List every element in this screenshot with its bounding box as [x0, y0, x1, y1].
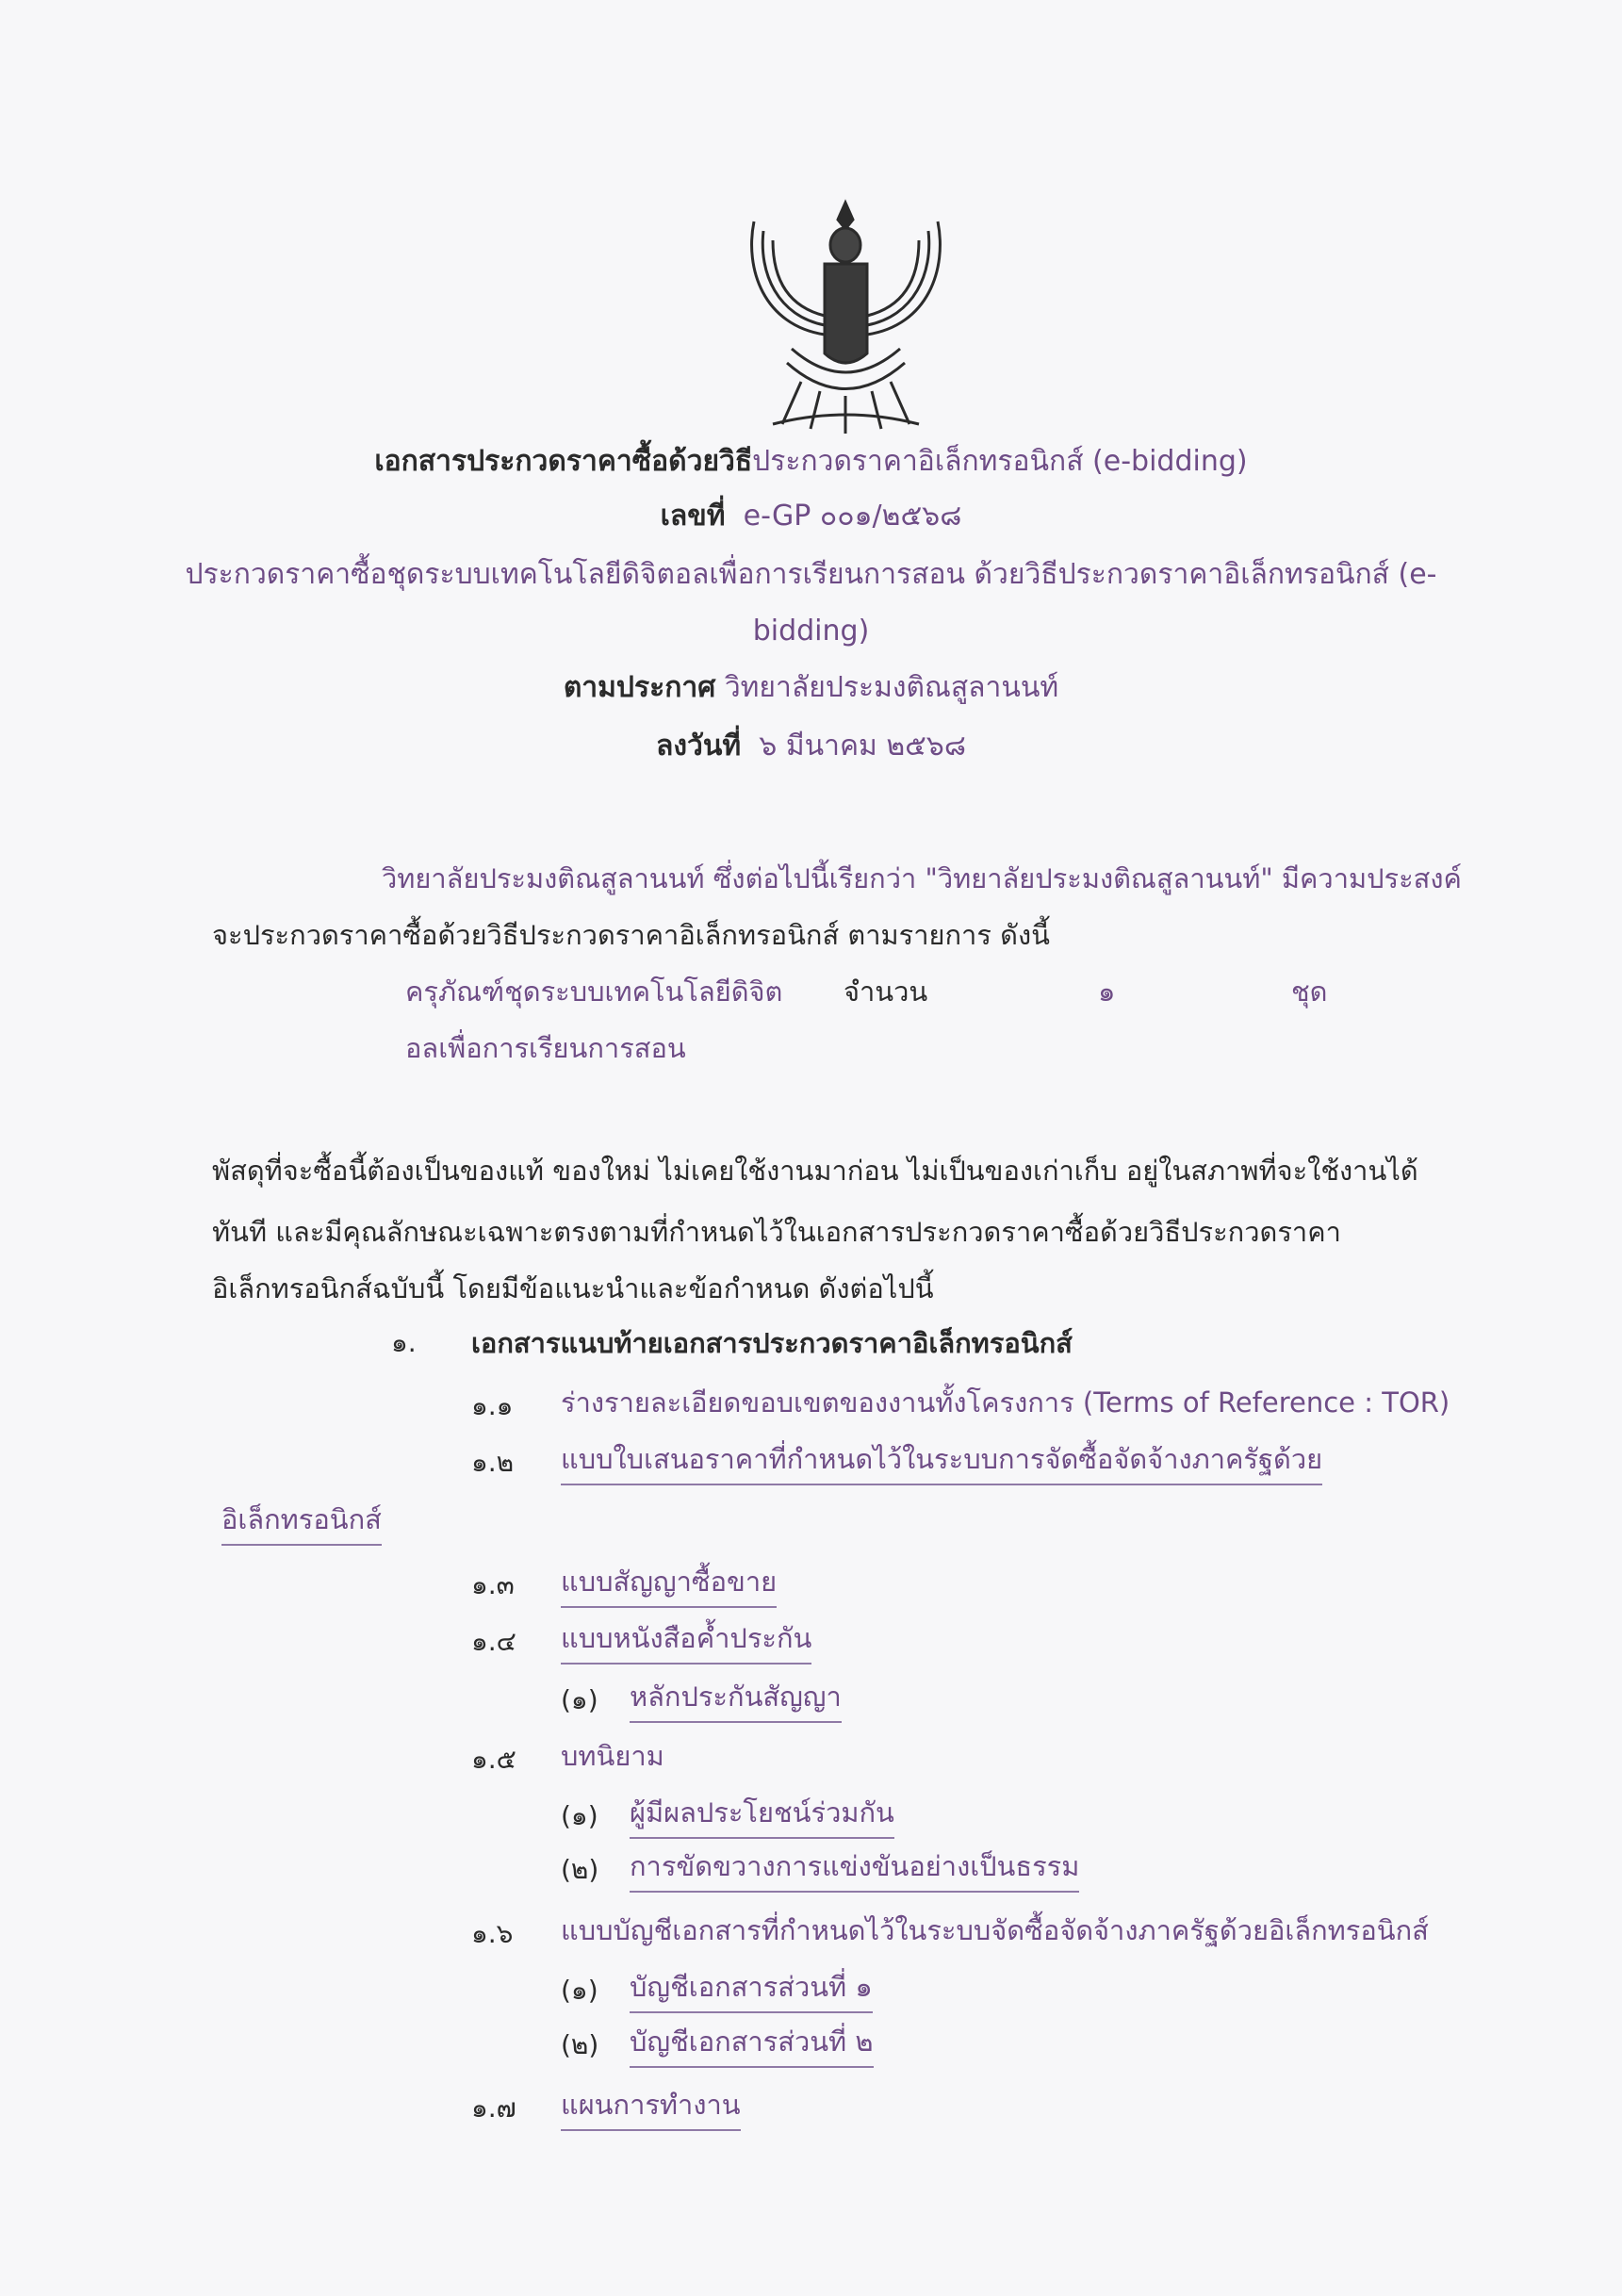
item-1-6-text: แบบบัญชีเอกสารที่กำหนดไว้ในระบบจัดซื้อจัดจ้างภาครัฐด้วยอิเล็กทรอนิกส์: [561, 1914, 1429, 1946]
garuda-emblem-icon: [735, 193, 957, 438]
doc-number: [0, 496, 1622, 537]
item-1-4-text: [561, 1617, 811, 1665]
item-1-5-sub1-text: [630, 1792, 894, 1839]
item-1-4-sub1-label: หลักประกันสัญญา: [630, 1676, 842, 1723]
body-line3: อิเล็กทรอนิกส์ฉบับนี้ โดยมีข้อแนะนำและข้อกำหนด ดังต่อไปนี้: [212, 1272, 934, 1304]
doc-number-label: เลขที่: [660, 500, 726, 533]
item-1-4-label: แบบหนังสือค้ำประกัน: [561, 1617, 811, 1665]
section1-title: เอกสารแนบท้ายเอกสารประกวดราคาอิเล็กทรอนิกส์: [471, 1327, 1073, 1359]
item-1-7-number: ๑.๗: [471, 2092, 516, 2124]
item-name-line2: อลเพื่อการเรียนการสอน: [405, 1032, 686, 1064]
doc-number-value: e-GP ๐๐๑/๒๕๖๘: [743, 500, 962, 533]
item-1-6-sub2-number: (๒): [561, 2029, 599, 2060]
item-unit: ชุด: [1291, 976, 1328, 1008]
item-1-4-number: ๑.๔: [471, 1626, 516, 1657]
item-1-2-text: [561, 1438, 1322, 1485]
item-1-5-sub1-number: (๑): [561, 1800, 598, 1831]
item-1-6-sub1-number: (๑): [561, 1975, 598, 2006]
intro-line1: วิทยาลัยประมงติณสูลานนท์ ซึ่งต่อไปนี้เรียกว่า "วิทยาลัยประมงติณสูลานนท์" มีความประสงค์: [382, 862, 1462, 894]
item-1-4-sub1-number: (๑): [561, 1684, 598, 1715]
item-1-7-label: แผนการทำงาน: [561, 2084, 741, 2131]
doc-subject-line2: bidding): [752, 615, 870, 648]
item-1-3-number: ๑.๓: [471, 1569, 515, 1600]
item-1-6-number: ๑.๖: [471, 1918, 514, 1949]
announcement-label: ตามประกาศ: [563, 671, 716, 704]
item-1-5-sub1-label: ผู้มีผลประโยชน์ร่วมกัน: [630, 1792, 894, 1839]
item-1-2-cont-label: อิเล็กทรอนิกส์: [221, 1499, 382, 1546]
title-part-b: ประกวดราคาอิเล็กทรอนิกส์ (e-bidding): [752, 445, 1248, 478]
date-line: [0, 726, 1622, 767]
date-label: ลงวันที่: [655, 730, 742, 763]
doc-subject-line1: ประกวดราคาซื้อชุดระบบเทคโนโลยีดิจิตอลเพื่อการเรียนการสอน ด้วยวิธีประกวดราคาอิเล็กทรอนิกส์ (e-: [185, 558, 1437, 591]
item-name-line1: ครุภัณฑ์ชุดระบบเทคโนโลยีดิจิต: [405, 976, 783, 1008]
announcement-org: วิทยาลัยประมงติณสูลานนท์: [724, 671, 1059, 704]
item-1-5-text: บทนิยาม: [561, 1740, 664, 1772]
item-1-6-sub2-label: บัญชีเอกสารส่วนที่ ๒: [630, 2021, 874, 2068]
item-1-4-sub1-text: [630, 1676, 842, 1723]
section1-number: ๑.: [391, 1327, 417, 1358]
item-1-2-label: แบบใบเสนอราคาที่กำหนดไว้ในระบบการจัดซื้อจัดจ้างภาครัฐด้วย: [561, 1438, 1322, 1485]
item-1-5-sub2-number: (๒): [561, 1854, 599, 1885]
item-1-6-sub1-label: บัญชีเอกสารส่วนที่ ๑: [630, 1966, 873, 2013]
item-1-3-label: แบบสัญญาซื้อขาย: [561, 1561, 777, 1608]
intro-line2: จะประกวดราคาซื้อด้วยวิธีประกวดราคาอิเล็กทรอนิกส์ ตามรายการ ดังนี้: [212, 919, 1050, 951]
item-1-2-cont: [221, 1499, 382, 1546]
doc-title: [0, 441, 1622, 483]
body-line2: ทันที และมีคุณลักษณะเฉพาะตรงตามที่กำหนดไว้ในเอกสารประกวดราคาซื้อด้วยวิธีประกวดราคา: [212, 1216, 1341, 1248]
item-1-5-sub2-label: การขัดขวางการแข่งขันอย่างเป็นธรรม: [630, 1845, 1079, 1893]
item-1-7-text: [561, 2084, 741, 2131]
item-1-6-sub1-text: [630, 1966, 873, 2013]
item-1-5-sub2-text: [630, 1845, 1079, 1893]
announcement-line: [0, 667, 1622, 709]
item-1-5-number: ๑.๕: [471, 1744, 516, 1775]
item-1-2-number: ๑.๒: [471, 1447, 515, 1478]
item-1-1-text: ร่างรายละเอียดขอบเขตของงานทั้งโครงการ (Terms of Reference : TOR): [561, 1386, 1450, 1419]
title-part-a: เอกสารประกวดราคาซื้อด้วยวิธี: [374, 445, 753, 478]
item-1-6-sub2-text: [630, 2021, 874, 2068]
item-qty: ๑: [1098, 976, 1116, 1008]
body-line1: พัสดุที่จะซื้อนี้ต้องเป็นของแท้ ของใหม่ ไม่เคยใช้งานมาก่อน ไม่เป็นของเก่าเก็บ อยู่ในสภาพที่จะใช้งานได้: [212, 1155, 1418, 1187]
item-1-1-number: ๑.๑: [471, 1390, 514, 1421]
date-value: ๖ มีนาคม ๒๕๖๘: [759, 730, 966, 763]
item-1-3-text: [561, 1561, 777, 1608]
item-qty-label: จำนวน: [844, 976, 928, 1008]
